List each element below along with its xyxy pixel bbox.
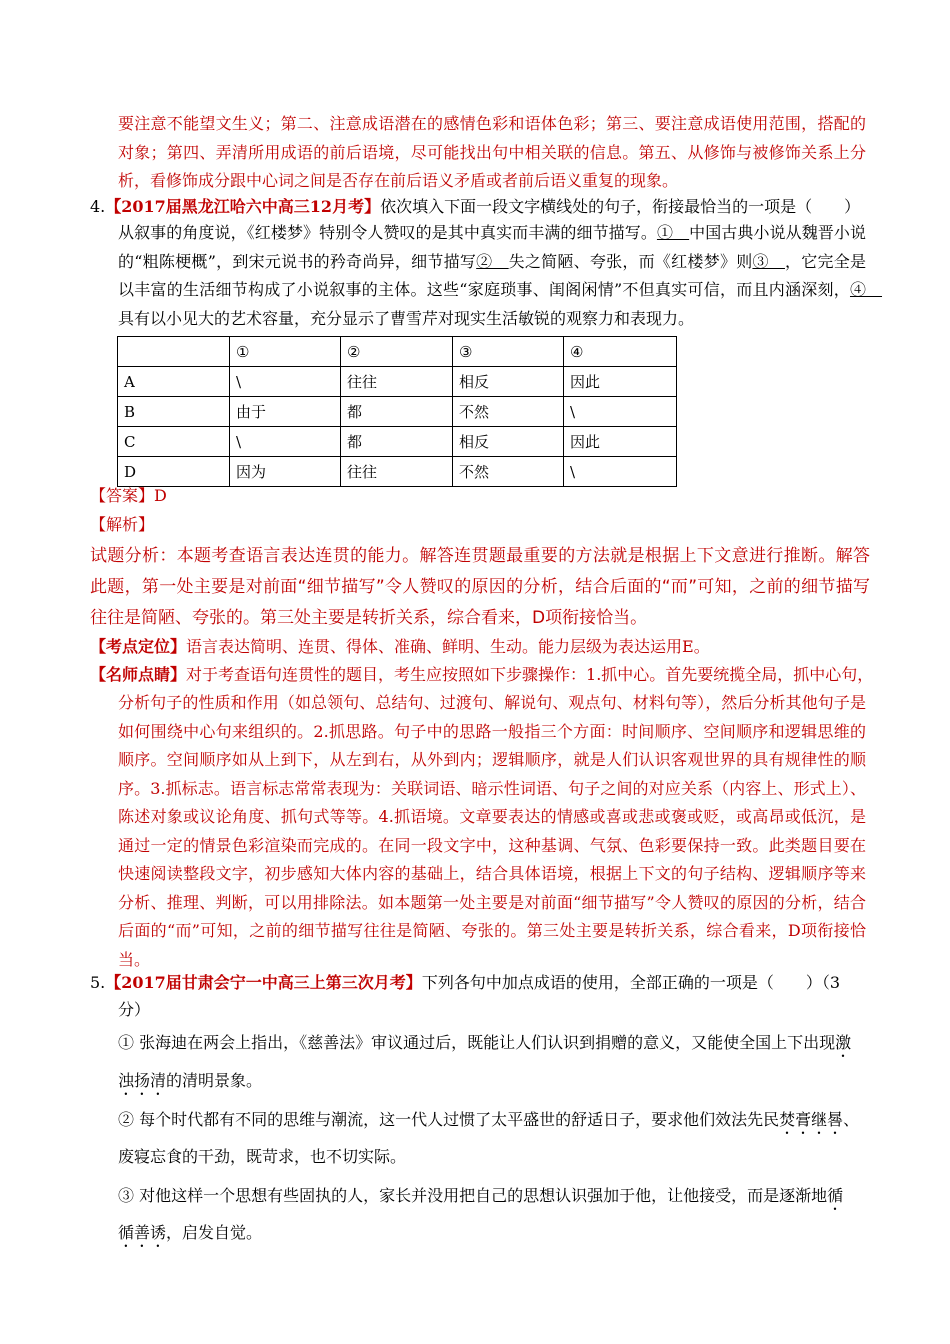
table-cell: C: [118, 427, 230, 457]
q5-item3-tail: ，启发自觉。: [166, 1223, 263, 1242]
table-row: [118, 397, 677, 427]
q4-analysis-label: 【解析】: [90, 515, 155, 534]
table-cell: B: [118, 397, 230, 427]
q5-stem-tail: 分）: [118, 1000, 151, 1019]
q5-item3-line1: [118, 1185, 843, 1214]
mingshi-label: 【名师点睛】: [90, 665, 187, 684]
q4-passage-part2: 中国古典小说从魏晋小说的“粗陈梗概”，到宋元说书的矜奇尚异，细节描写: [118, 223, 866, 271]
table-cell: \: [564, 457, 677, 487]
table-cell: 不然: [453, 397, 564, 427]
q5-item1-idiom-part1: 激: [835, 1033, 852, 1052]
q4-passage: [118, 219, 883, 333]
q4-passage-part3: 失之简陋、夸张，而《红楼梦》则: [508, 251, 753, 271]
table-cell: 都: [341, 397, 453, 427]
table-cell: 往往: [341, 457, 453, 487]
q4-mingshi-first: [90, 664, 873, 686]
q5-item1-text: ① 张海迪在两会上指出，《慈善法》审议通过后，既能让人们认识到捐赠的意义，又能使全国上下出现: [118, 1033, 836, 1052]
q5-item1-idiom-part2: 浊扬清: [118, 1071, 167, 1090]
mingshi-first-line: 对于考查语句连贯性的题目，考生应按照如下步骤操作：1.抓中心。首先要统揽全局，抓中心句，: [186, 665, 874, 684]
q4-answer: [90, 485, 167, 507]
q4-options-table: [117, 336, 677, 487]
kaodian-label: 【考点定位】: [90, 637, 187, 656]
q5-item2-line2: 废寝忘食的干劲，既苛求，也不切实际。: [118, 1147, 407, 1166]
q5-item1-tail: 的清明景象。: [166, 1071, 263, 1090]
table-row: [118, 427, 677, 457]
table-cell: [118, 337, 230, 367]
table-cell: ④: [564, 337, 677, 367]
table-cell: \: [564, 397, 677, 427]
table-cell: ②: [341, 337, 453, 367]
q5-header: [90, 972, 840, 994]
answer-value: D: [154, 486, 167, 505]
table-cell: 不然: [453, 457, 564, 487]
intro-paragraph: 要注意不能望文生义；第二、注意成语潜在的感情色彩和语体色彩；第三、要注意成语使用范围，搭配的对象；第四、弄清所用成语的前后语境，尽可能找出句中相关联的信息。第五、从修饰与被修饰关系上分析，看修饰成分跟中心词之间是否存在前后语义矛盾或者前后语义重复的现象。: [118, 114, 866, 190]
q4-blank-4: ④: [849, 280, 883, 299]
table-cell: \: [230, 367, 341, 397]
table-cell: 相反: [453, 427, 564, 457]
kaodian-text: 语言表达简明、连贯、得体、准确、鲜明、生动。能力层级为表达运用E。: [186, 637, 710, 656]
q5-item2-text: ② 每个时代都有不同的思维与潮流，这一代人过惯了太平盛世的舒适日子，要求他们效法先民: [118, 1110, 780, 1129]
table-cell: ①: [230, 337, 341, 367]
q5-stem: 下列各句中加点成语的使用，全部正确的一项是（ ）（3: [421, 973, 840, 992]
table-cell: D: [118, 457, 230, 487]
q4-passage-part5: 具有以小见大的艺术容量，充分显示了曹雪芹对现实生活敏锐的观察力和表现力。: [118, 308, 695, 328]
q5-item3-idiom-part1: 循: [827, 1186, 844, 1205]
table-cell: 因为: [230, 457, 341, 487]
q5-item2-line1: [118, 1109, 859, 1138]
q4-passage-part1: 从叙事的角度说，《红楼梦》特别令人赞叹的是其中真实而丰满的细节描写。: [118, 223, 657, 242]
q4-kaodian: [90, 636, 710, 658]
table-cell: 都: [341, 427, 453, 457]
q4-analysis-text: 试题分析：本题考查语言表达连贯的能力。解答连贯题最重要的方法就是根据上下文意进行推断。解答此题，第一处主要是对前面“细节描写”令人赞叹的原因的分析，结合后面的“而”可知，之前的细节描写往往是简陋、夸张的。第三处主要是转折关系，综合看来，D项衔接恰当。: [90, 546, 870, 628]
q4-passage-part4: ，它完全是以丰富的生活细节构成了小说叙事的主体。这些“家庭琐事、闺阁闲情”不但真实可信，而且内涵深刻，: [118, 251, 866, 299]
q5-item1-line1: [118, 1032, 851, 1061]
q5-item3-text: ③ 对他这样一个思想有些固执的人，家长并没用把自己的思想认识强加于他，让他接受，而是逐渐地: [118, 1186, 828, 1205]
answer-label: 【答案】: [90, 486, 155, 505]
table-cell: ③: [453, 337, 564, 367]
q5-item3-idiom-part2: 循善诱: [118, 1223, 167, 1242]
table-cell: \: [230, 427, 341, 457]
table-cell: 因此: [564, 367, 677, 397]
q4-blank-2: ②: [476, 251, 509, 271]
table-cell: 由于: [230, 397, 341, 427]
q4-number: 4.: [90, 197, 106, 216]
table-row: [118, 367, 677, 397]
q4-stem: 依次填入下面一段文字横线处的句子，衔接最恰当的一项是（ ）: [380, 197, 861, 216]
q5-item2-idiom: 焚膏继晷: [779, 1110, 844, 1129]
q5-source: 【2017届甘肃会宁一中高三上第三次月考】: [105, 973, 422, 992]
table-row: [118, 457, 677, 487]
q5-number: 5.: [90, 973, 106, 992]
table-cell: 往往: [341, 367, 453, 397]
table-cell: 因此: [564, 427, 677, 457]
q4-mingshi-body: 分析句子的性质和作用（如总领句、总结句、过渡句、解说句、观点句、材料句等），然后分析其他句子是如何围绕中心句来组织的。2.抓思路。句子中的思路一般指三个方面：时间顺序、空间顺序和逻辑思维的顺序。空间顺序如从上到下，从左到右，从外到内；逻辑顺序，就是人们认识客观世界的具有规律性的顺序。3.抓标志。语言标志常常表现为：关联词语、暗示性词语、句子之间的对应关系（内容上、形式上）、陈述对象或议论角度、抓句式等等。4.抓语境。文章要表达的情感或喜或悲或褒或贬，或高昂或低沉，是通过一定的情景色彩渲染而完成的。在同一段文字中，这种基调、气氛、色彩要保持一致。此类题目要在快速阅读整段文字，初步感知大体内容的基础上，结合具体语境，根据上下文的句子结构、逻辑顺序等来分析、推理、判断，可以用排除法。如本题第一处主要是对前面“细节描写”令人赞叹的原因的分析，结合后面的“而”可知，之前的细节描写往往是简陋、夸张的。第三处主要是转折关系，综合看来，D项衔接恰当。: [118, 693, 866, 969]
q5-item3-line2: [118, 1222, 262, 1251]
q4-source: 【2017届黑龙江哈六中高三12月考】: [105, 197, 381, 216]
table-header-row: [118, 337, 677, 367]
table-cell: A: [118, 367, 230, 397]
q5-item1-line2: [118, 1070, 262, 1099]
q4-header: [90, 196, 860, 218]
q4-blank-1: ①: [656, 223, 690, 242]
q4-blank-3: ③: [752, 251, 785, 271]
q5-item2-punct: 、: [843, 1110, 860, 1129]
table-cell: 相反: [453, 367, 564, 397]
